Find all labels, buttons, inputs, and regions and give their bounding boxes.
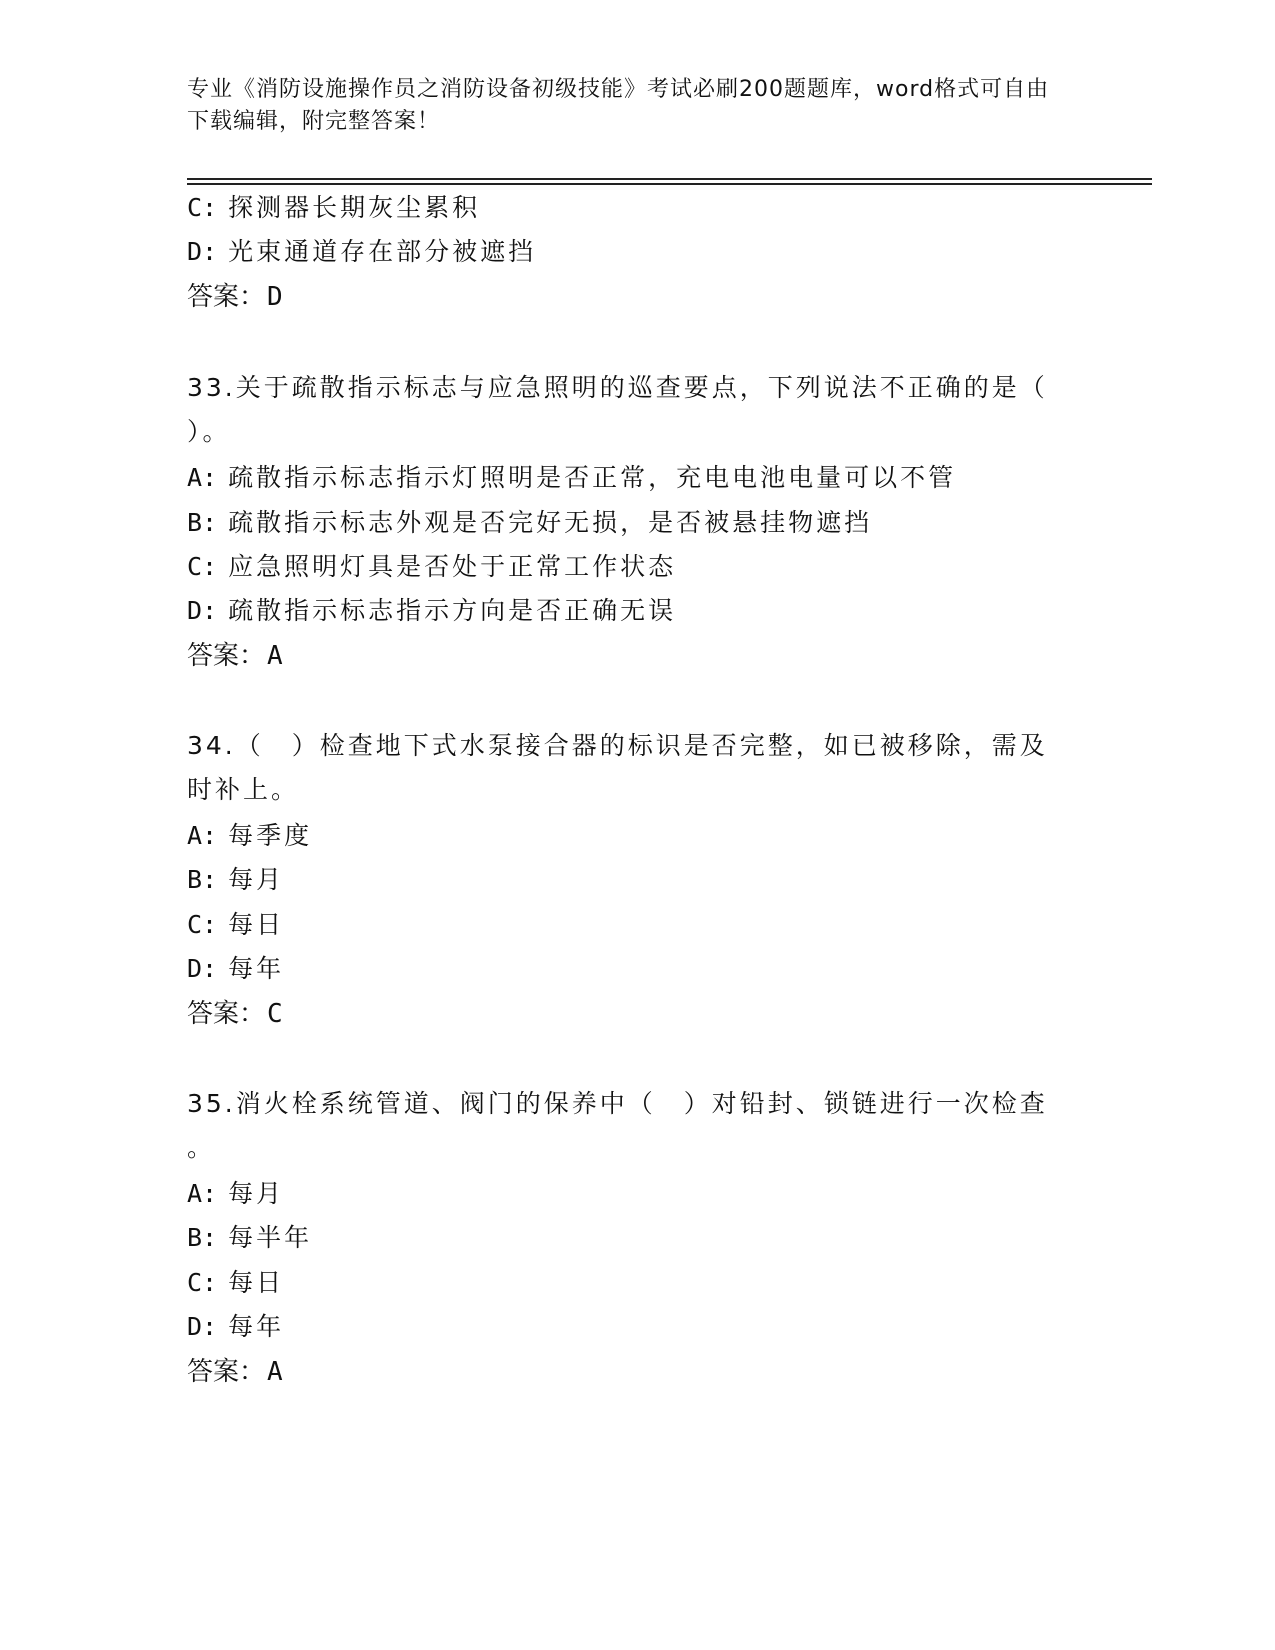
answer-value: A [267, 641, 283, 671]
option-text: 疏散指示标志外观是否完好无损，是否被悬挂物遮挡 [228, 508, 873, 537]
option-a [187, 1178, 284, 1210]
option-label: C: [187, 910, 218, 939]
option-text: 每月 [228, 1179, 285, 1208]
option-label: D: [187, 954, 218, 983]
option-text: 每季度 [228, 821, 313, 850]
answer-line [187, 640, 283, 672]
option-text: 应急照明灯具是否处于正常工作状态 [228, 552, 677, 581]
option-a [187, 820, 312, 852]
answer-value: C [267, 999, 283, 1029]
document-header: 专业《消防设施操作员之消防设备初级技能》考试必刷200题题库，word格式可自由下载编辑，附完整答案！ [187, 77, 1050, 134]
option-label: A: [187, 821, 218, 850]
option-label: C: [187, 552, 218, 581]
option-a [187, 462, 956, 494]
option-label: B: [187, 1223, 218, 1252]
option-text: 每半年 [228, 1223, 313, 1252]
option-d [187, 236, 536, 268]
option-text: 每日 [228, 910, 285, 939]
answer-line [187, 1356, 283, 1388]
option-label: C: [187, 193, 218, 222]
option-d [187, 1311, 284, 1343]
answer-line [187, 998, 283, 1030]
option-text: 每日 [228, 1268, 285, 1297]
option-d [187, 953, 284, 985]
header-divider-top [187, 178, 1152, 180]
answer-label: 答案： [187, 1357, 266, 1387]
answer-value: D [267, 282, 283, 312]
question-35-stem-cont: 。 [187, 1133, 216, 1162]
question-33-stem: 33.关于疏散指示标志与应急照明的巡查要点，下列说法不正确的是（ [187, 373, 1048, 402]
option-b [187, 864, 284, 896]
question-34-stem: 34.（ ）检查地下式水泵接合器的标识是否完整，如已被移除，需及 [187, 731, 1048, 760]
option-c [187, 909, 284, 941]
option-text: 疏散指示标志指示方向是否正确无误 [228, 596, 677, 625]
question-35-stem: 35.消火栓系统管道、阀门的保养中（ ）对铅封、锁链进行一次检查 [187, 1089, 1048, 1118]
option-label: D: [187, 596, 218, 625]
option-b [187, 1222, 312, 1254]
header-divider-bottom [187, 183, 1152, 185]
option-text: 探测器长期灰尘累积 [228, 193, 481, 222]
answer-label: 答案： [187, 641, 266, 671]
option-c [187, 192, 480, 224]
answer-line [187, 281, 283, 313]
option-b [187, 507, 872, 539]
answer-label: 答案： [187, 999, 266, 1029]
option-c [187, 551, 676, 583]
option-label: D: [187, 1312, 218, 1341]
option-c [187, 1267, 284, 1299]
answer-value: A [267, 1357, 283, 1387]
answer-label: 答案： [187, 282, 266, 312]
option-label: B: [187, 508, 218, 537]
option-text: 每月 [228, 865, 285, 894]
option-text: 每年 [228, 954, 285, 983]
question-33-stem-cont: ）。 [187, 417, 231, 446]
question-34-stem-cont: 时补上。 [187, 775, 300, 804]
option-text: 疏散指示标志指示灯照明是否正常，充电电池电量可以不管 [228, 463, 957, 492]
option-label: C: [187, 1268, 218, 1297]
option-label: B: [187, 865, 218, 894]
option-label: A: [187, 1179, 218, 1208]
option-d [187, 595, 676, 627]
option-text: 光束通道存在部分被遮挡 [228, 237, 537, 266]
option-label: A: [187, 463, 218, 492]
option-label: D: [187, 237, 218, 266]
option-text: 每年 [228, 1312, 285, 1341]
